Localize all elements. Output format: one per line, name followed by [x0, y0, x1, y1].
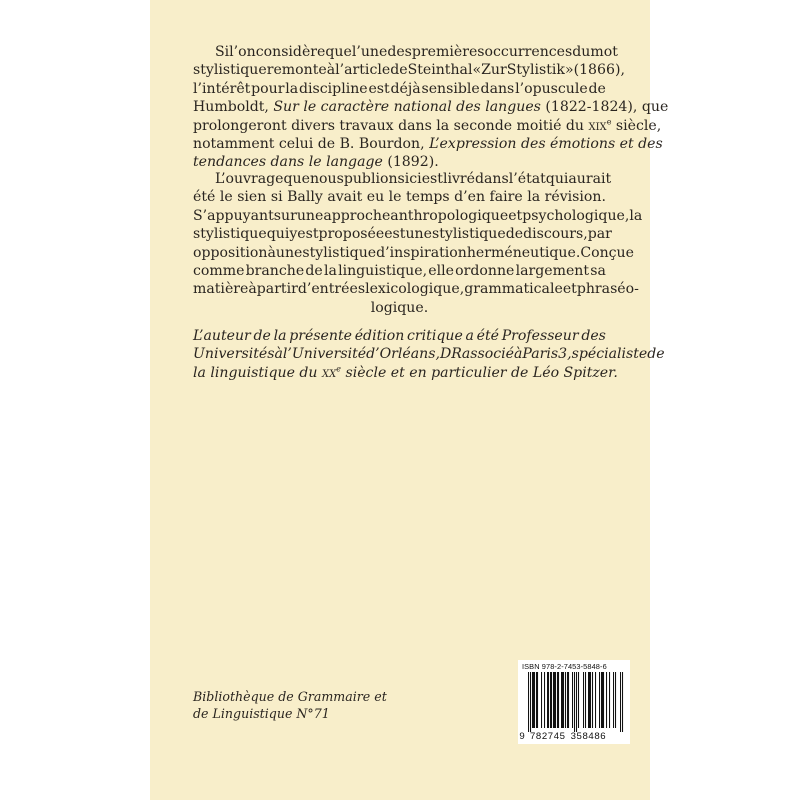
barcode-bar	[589, 672, 590, 728]
p1-book-title-bourdon-2: tendances dans le langage	[193, 154, 383, 171]
word: ici	[404, 171, 422, 187]
word: de	[305, 262, 323, 279]
word: révision.	[544, 189, 606, 206]
barcode-guard-bar	[576, 672, 577, 732]
word: stylistique	[193, 62, 267, 79]
barcode-bar	[533, 672, 534, 728]
bio-line-3-d: siècle et en particulier de Léo Spitzer.	[340, 364, 618, 381]
word: est	[368, 80, 390, 97]
p1-line-4-group	[193, 99, 668, 117]
barcode-bar	[599, 672, 600, 728]
barcode-bar	[567, 672, 568, 728]
word: nous	[309, 171, 344, 187]
p1-book-title-bourdon-1: L’expression des émotions et des	[429, 135, 663, 152]
barcode-bar	[615, 672, 616, 728]
barcode-bar	[568, 672, 569, 728]
bio-century-numeral: xx	[322, 364, 337, 381]
p1-line-5-a: prolongeront divers travaux dans la seconde moitié du	[193, 117, 589, 134]
word: la	[323, 262, 337, 279]
word: remonte	[266, 62, 327, 79]
barcode-bar	[583, 672, 584, 728]
word: pour	[251, 80, 285, 97]
word: l’état	[508, 171, 546, 187]
bio-line-1	[193, 328, 606, 346]
barcode-guard-bar	[622, 672, 623, 732]
barcode-bar	[558, 672, 559, 728]
isbn-label: ISBN 978-2-7453-5848-6	[522, 662, 607, 671]
word: est	[384, 226, 406, 243]
word: psychologique,	[522, 207, 630, 224]
barcode-bar	[590, 672, 591, 728]
barcode-bar	[613, 672, 614, 728]
word: qui	[545, 171, 569, 187]
barcode-bar	[555, 672, 556, 728]
barcode-bar	[557, 672, 558, 728]
word: qui	[266, 226, 290, 243]
p1-line-4-a: Humboldt,	[193, 99, 274, 116]
barcode-bar	[602, 672, 603, 728]
word: Steinthal	[407, 62, 473, 79]
word: des	[581, 328, 606, 344]
word: que	[283, 171, 310, 187]
word: linguistique,	[338, 262, 428, 279]
word: critique	[407, 328, 463, 344]
word: anthropologique	[390, 207, 509, 224]
p2-line-4	[193, 226, 612, 244]
p1-line-2	[193, 62, 625, 80]
word: associé	[461, 346, 514, 363]
word: la	[527, 189, 541, 206]
word: été	[193, 189, 216, 206]
word: à	[514, 346, 523, 363]
barcode-bar	[550, 672, 551, 728]
word: branche	[245, 262, 305, 279]
word: une	[275, 244, 303, 261]
p1-line-5-group	[193, 118, 661, 136]
barcode-guard-bar	[528, 672, 529, 732]
word: largement	[515, 262, 590, 279]
word: à	[267, 244, 276, 261]
word: d’en	[454, 189, 486, 206]
barcode-bar	[563, 672, 564, 728]
word: d’Orléans,	[366, 346, 440, 363]
word: stylistique	[431, 226, 506, 243]
p1-line-6-a: notamment celui de B. Bourdon,	[193, 135, 430, 152]
word: l’article	[335, 62, 391, 79]
word: est	[297, 226, 319, 243]
word: l’intérêt	[193, 80, 251, 97]
p2-line-3	[193, 207, 643, 226]
p1-line-4	[193, 99, 669, 117]
word: 3,	[558, 346, 572, 363]
word: une	[296, 207, 324, 224]
word: de	[253, 328, 271, 344]
barcode-bar	[572, 672, 573, 728]
p1-line-6	[193, 135, 663, 154]
summary-paragraph-1	[193, 44, 669, 173]
series-line-1: Bibliothèque de Grammaire et	[193, 689, 387, 704]
barcode-bar	[551, 672, 552, 728]
word: présente	[289, 328, 352, 344]
word: la	[285, 80, 299, 97]
word: d’inspiration	[376, 244, 467, 261]
barcode-bar	[547, 672, 548, 728]
word: occurrences	[484, 44, 573, 60]
p1-line-6-group	[193, 136, 663, 154]
p1-line-7-b: (1892).	[382, 154, 439, 171]
barcode-bar	[588, 672, 589, 728]
word: premières	[411, 44, 485, 60]
word: à	[248, 281, 257, 298]
word: l’Université	[282, 346, 367, 363]
word: L’ouvrage	[215, 171, 284, 187]
word: «	[472, 62, 482, 79]
word: du	[572, 44, 591, 60]
word: Professeur	[501, 328, 579, 344]
word: édition	[354, 328, 405, 344]
barcode-bar	[592, 672, 593, 728]
barcode-digit-first: 9	[519, 731, 525, 742]
word: stylistique	[302, 244, 377, 261]
word: par	[587, 226, 612, 243]
barcode-bars	[520, 672, 628, 732]
word: Universités	[193, 346, 275, 363]
p2-line-2	[193, 189, 606, 207]
barcode-bar	[548, 672, 549, 728]
barcode-bar	[601, 672, 602, 728]
word: Conçue	[580, 244, 634, 261]
word: temps	[406, 189, 450, 206]
word: »	[564, 62, 574, 79]
barcode-bar	[565, 672, 566, 728]
barcode-bar	[562, 672, 563, 728]
word: L’auteur	[193, 328, 251, 344]
barcode-bar	[554, 672, 555, 728]
barcode-bar	[595, 672, 596, 728]
word: Paris	[522, 346, 559, 363]
p2-line-1	[193, 171, 612, 189]
word: DR	[439, 346, 462, 363]
barcode-bar	[537, 672, 538, 728]
word: des	[387, 44, 412, 60]
barcode-bar	[532, 672, 533, 728]
word: partir	[256, 281, 298, 298]
bio-century-sup: e	[336, 364, 341, 374]
bio-line-2	[193, 346, 665, 364]
barcode-digits	[518, 731, 630, 742]
author-bio	[193, 328, 665, 383]
word: Zur	[481, 62, 507, 79]
word: phraséo-	[576, 281, 639, 298]
word: si	[270, 189, 283, 206]
isbn-barcode-block	[518, 660, 630, 744]
word: S’appuyant	[193, 207, 274, 224]
word: à	[326, 62, 336, 79]
word: de	[390, 62, 408, 79]
word: opposition	[193, 244, 268, 261]
word: est	[421, 171, 443, 187]
p1-line-5-d: siècle,	[611, 117, 662, 134]
word: sien	[237, 189, 267, 206]
barcode-bar	[561, 672, 562, 728]
word: approche	[323, 207, 391, 224]
word: ordonne	[455, 262, 515, 279]
p1-book-title-humboldt: Sur le caractère national des langues	[273, 99, 541, 116]
word: livré	[442, 171, 475, 187]
word: avait	[327, 189, 363, 206]
word: Stylistik	[506, 62, 565, 79]
word: (1866),	[573, 62, 625, 79]
word: sensible	[421, 80, 480, 97]
word: publions	[343, 171, 405, 187]
word: à	[274, 346, 283, 363]
barcode-guard-bar	[620, 672, 621, 732]
series-label	[193, 688, 387, 722]
word: l’opuscule	[515, 80, 588, 97]
barcode-digit-group-1: 782745	[530, 731, 566, 742]
barcode-bar	[536, 672, 537, 728]
barcode-bar	[553, 672, 554, 728]
p2-line-5	[193, 244, 634, 263]
word: matière	[193, 281, 249, 298]
word: eu	[366, 189, 385, 206]
word: le	[219, 189, 233, 206]
word: et	[508, 207, 523, 224]
word: d’entrées	[297, 281, 366, 298]
p1-line-1	[193, 44, 618, 62]
word: mot	[590, 44, 618, 60]
word: comme	[193, 262, 245, 279]
series-line-2: de Linguistique N°71	[193, 706, 330, 721]
word: dans	[475, 171, 509, 187]
word: été	[476, 328, 499, 344]
word: spécialiste	[571, 346, 648, 363]
word: sur	[273, 207, 297, 224]
word: discipline	[299, 80, 368, 97]
p1-line-7	[193, 154, 606, 172]
p1-line-3	[193, 81, 606, 99]
barcode-digit-group-2: 358486	[570, 731, 607, 742]
p1-line-5	[193, 116, 662, 136]
word: la	[273, 328, 287, 344]
p1-line-7-group	[193, 154, 439, 172]
word: aurait	[568, 171, 612, 187]
word: Si	[215, 44, 230, 60]
word: l’une	[351, 44, 388, 60]
word: le	[388, 189, 402, 206]
word: de	[505, 226, 524, 243]
barcode-bar	[544, 672, 545, 728]
word: considère	[255, 44, 326, 60]
word: de	[647, 346, 665, 363]
word: y	[289, 226, 298, 243]
word: lexicologique,	[365, 281, 465, 298]
word: sa	[590, 262, 606, 279]
p2-line-8-text: logique.	[370, 299, 429, 316]
word: herméneutique.	[466, 244, 581, 261]
word: et	[562, 281, 577, 298]
word: Bally	[287, 189, 323, 206]
barcode-bar	[606, 672, 607, 728]
barcode-bar	[603, 672, 604, 728]
barcode-bar	[534, 672, 535, 728]
barcode-bar	[609, 672, 610, 728]
bio-line-3-group	[193, 365, 618, 383]
bio-line-3	[193, 364, 618, 383]
book-back-cover	[150, 0, 669, 800]
barcode-guard-bar	[530, 672, 531, 732]
barcode-bar	[541, 672, 542, 728]
barcode-bar	[585, 672, 586, 728]
p2-line-6	[193, 263, 606, 281]
p2-line-7	[193, 281, 639, 299]
word: déjà	[390, 80, 421, 97]
word: de	[588, 80, 606, 97]
barcode-bar	[578, 672, 579, 728]
word: stylistique	[193, 226, 267, 243]
word: grammaticale	[464, 281, 563, 298]
word: la	[629, 207, 643, 224]
word: l’on	[229, 44, 256, 60]
word: dans	[480, 80, 515, 97]
p1-line-4-c: (1822-1824), que	[540, 99, 669, 116]
word: que	[325, 44, 352, 60]
word: elle	[428, 262, 454, 279]
word: une	[405, 226, 432, 243]
barcode-guard-bar	[574, 672, 575, 732]
p1-century-numeral: xix	[588, 117, 607, 134]
p1-century-sup: e	[606, 116, 612, 126]
word: proposée	[318, 226, 385, 243]
bio-line-3-a: la linguistique du	[193, 364, 322, 381]
p2-line-8	[193, 300, 606, 318]
summary-paragraph-2	[193, 171, 643, 318]
word: faire	[489, 189, 523, 206]
word: discours,	[523, 226, 588, 243]
word: a	[465, 328, 474, 344]
